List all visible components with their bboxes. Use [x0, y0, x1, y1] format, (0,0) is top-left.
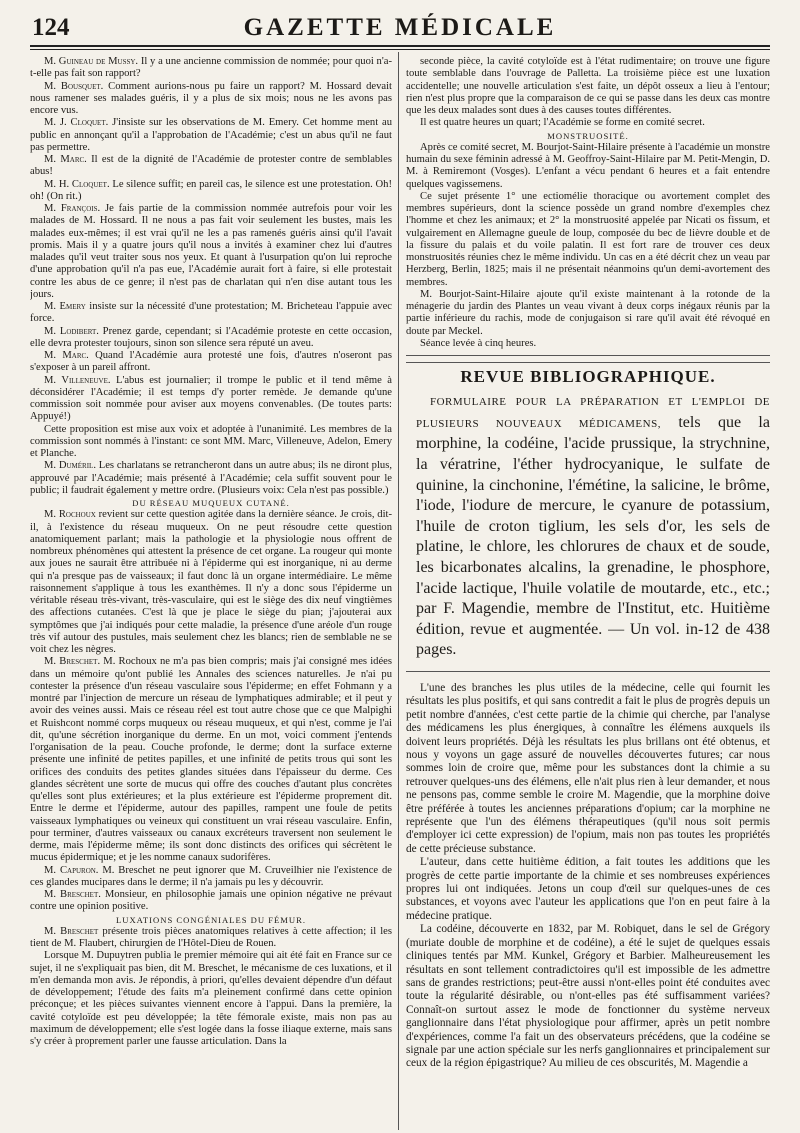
paragraph-text: Prenez garde, cependant; si l'Académie proteste en cette occasion, elle devra protester toujours, sinon son silence sera réputé un aveu.: [30, 325, 392, 349]
speaker-name: M. Breschet: [44, 925, 99, 937]
paragraph: [30, 509, 392, 656]
paragraph: [30, 460, 392, 497]
paragraph: [406, 56, 770, 117]
paragraph-text: Après ce comité secret, M. Bourjot-Saint-Hilaire présente à l'académie un monstre humain du sexe féminin adressé à M. Geoffroy-Saint-Hilaire par M. Petit-Mengin, D. M. à Remiremont (Vosges). L'enfant a vécu pendant 6 heures et a fait entendre quelques vagissemens.: [406, 141, 770, 190]
paragraph-text: Quand l'Académie aura protesté une fois, d'autres n'oseront pas s'exposer à un pareil affront.: [30, 350, 392, 374]
journal-title: GAZETTE MÉDICALE: [243, 14, 557, 41]
speaker-name: M. Rochoux: [44, 509, 96, 521]
paragraph: [30, 889, 392, 914]
section-divider-thin: [406, 362, 770, 363]
paragraph-text: revient sur cette question agitée dans la dernière séance. Je crois, dit-il, à l'existence du réseau muqueux. On ne peut résoudre cette question anatomiquement parlant; mais la pathologie et la physiologie nous offrent de nombreux phénomènes qui attestent la présence de cet organe. La rougeur qui monte aux joues ne saurait être attribuée ni à l'épiderme qui est inorganique, ni au derme qui n'a presque pas de vaisseaux; il faut donc là un organe intermédiaire. Le même raisonnement s'applique à tous les exanthèmes. Il n'y a donc sous l'épiderme un véritable réseau très-vivant, très-vasculaire, qui est le siège des dix neuf vingtièmes des affections cutanées. C'est là que je place le siège du pian; j'ajouterai aux symptômes que j'ai indiqués pour cette maladie, la présence d'une aréole d'un rouge très vif autour des pustules, mais seulement chez les blancs; rien de semblable ne se voit chez les nègres.: [30, 509, 392, 655]
right-column: [406, 56, 770, 1131]
paragraph-text: Les charlatans se retrancheront dans un autre abus; ils ne diront plus, approuvé par l'Académie; mais présenté à l'Académie; cela suffit souvent pour le public; il faudrait également y mettre ordre. (Plusieurs voix: Cela n'est pas possible.): [30, 460, 392, 496]
speaker-name: M. Lodibert.: [44, 325, 99, 337]
paragraph: [30, 350, 392, 375]
book-entry-text: tels que la morphine, la codéine, l'acide prussique, la strychnine, la vératrine, l'éther hydrocyanique, le sulfate de quinine, la cinchonine, l'émétine, la salicine, le brôme, l'iode, l'iodure de mercure, le cyanure de potassium, l'huile de croton tiglium, les sels d'or, les sels de platine, le chlore, les chlorures de chaux et de soude, les bicarbonates alcalins, la grenadine, le phosphore, l'acide lactique, l'huile volatile de moutarde, etc., etc.; par F. Magendie, membre de l'Institut, etc. Huitième édition, revue et augmentée. — Un vol. in-12 de 438 pages.: [416, 413, 770, 659]
speaker-name: M. H. Cloquet.: [44, 178, 110, 190]
book-entry: [406, 391, 770, 661]
speaker-name: M. Emery: [44, 301, 86, 312]
paragraph-text: Cette proposition est mise aux voix et adoptée à l'unanimité. Les membres de la commission sont nommés à l'instant: ce sont MM. Marc, Villeneuve, Adelon, Emery et Planche.: [30, 423, 392, 459]
paragraph-text: Il est quatre heures un quart; l'Académie se forme en comité secret.: [420, 117, 705, 129]
speaker-name: M. François.: [44, 203, 101, 214]
paragraph: [30, 326, 392, 351]
section-title-reseau: DU RÉSEAU MUQUEUX CUTANÉ.: [132, 498, 290, 508]
paragraph-text: Comment aurions-nous pu faire un rapport? M. Hossard devait nous ramener ses malades guéris, il y a plus de six mois; nous ne les avons pas encore vus.: [30, 80, 392, 116]
paragraph-text: présente trois pièces anatomiques relatives à cette affection; il les tient de M. Flaubert, chirurgien de l'Hôtel-Dieu de Rouen.: [30, 925, 392, 949]
paragraph-text: L'abus est journalier; il trompe le public et il tend même à déconsidérer l'Académie; il est temps d'y porter remède. Je demande qu'une commission soit nommée pour aviser aux moyens convenables. (De toutes parts: Appuyé!): [30, 374, 392, 423]
paragraph-text: J'insiste sur les observations de M. Emery. Cet homme ment au public en annonçant qu'il a l'approbation de l'Académie; c'est un abus qu'il ne faut pas permettre.: [30, 117, 392, 153]
paragraph-text: Je fais partie de la commission nommée autrefois pour voir les malades de M. Hossard. Il ne nous a pas fait voir seulement les bustes, mais les malades eux-mêmes; il est vrai qu'il ne les a pas ramenés guéris ainsi qu'il l'avait promis. Mais il y a quatre jours qu'il nous a invités à examiner chez lui d'autres malades qu'il veut traiter sous nos yeux. Et quant à l'usurpation qu'on lui reproche d'une approbation qu'il n'a pas eue, l'Académie aurait fort à faire, si elle protestait contre les abus de ce genre; il n'est pas de charlatan qui n'en dise autant tous les jours.: [30, 203, 392, 300]
paragraph: [30, 375, 392, 424]
page-number: 124: [32, 14, 70, 41]
review-paragraph: L'auteur, dans cette huitième édition, a fait toutes les additions que les progrès de cette partie importante de la chimie et ses nombreuses expériences propres lui ont indiquées. Jetons un coup d'œil sur quelques-unes de ces substances, et voyons avec l'auteur les applications que l'on en peut faire à la médecine pratique.: [406, 856, 770, 922]
paragraph-text: Ce sujet présente 1° une ectiomélie thoracique ou avortement complet des membres supérieurs, dont la science possède un grand nombre d'exemples chez l'homme et chez les animaux; et 2° la monstruosité appelée par Nicati os fissum, et vulgairement en Allemagne gueule de loup, composée du bec de lièvre double et de la fissure du palais et du voile palatin. Il est fort rare de trouver ces deux monstruosités réunies chez le même individu. Un cas en a été décrit chez un veau par Herzberg, Berlin, 1825; mais il ne présentait néanmoins qu'un demi-avortement des membres.: [406, 190, 770, 288]
paragraph-text: M. Breschet ne peut ignorer que M. Cruveilhier nie l'existence de ces glandes mucipares dans le derme; il n'a jamais pu les y découvrir.: [30, 864, 392, 888]
paragraph-text: Monsieur, en philosophie jamais une opinion négative ne prévaut contre une opinion positive.: [30, 889, 392, 913]
reseau-section: [30, 509, 392, 913]
paragraph: [406, 289, 770, 338]
paragraph-text: seconde pièce, la cavité cotyloïde est à l'état rudimentaire; on trouve une figure toute semblable dans l'ouvrage de Palletta. La troisième pièce est une luxation accidentelle; une nouvelle articulation s'est faite, un dépôt osseux a lieu à l'entour; rien n'est plus propre que la comparaison de ce qui se passe dans les deux cas montre que les deux malades sont dues à des causes toutes différentes.: [406, 56, 770, 116]
paragraph: [406, 117, 770, 129]
paragraph-text: Il est de la dignité de l'Académie de protester contre de semblables abus!: [30, 154, 392, 178]
paragraph: [30, 424, 392, 461]
paragraph: [406, 142, 770, 191]
paragraph: [30, 656, 392, 864]
paragraph: [406, 338, 770, 350]
header-rule-thin: [30, 49, 770, 50]
luxations-continued: [406, 56, 770, 130]
book-entry-caps: FORMULAIRE POUR LA PRÉPARATION ET L'EMPLOI DE PLUSIEURS NOUVEAUX MÉDICAMENS,: [416, 396, 770, 430]
paragraph: [30, 950, 392, 1048]
speaker-name: M. Breschet.: [44, 889, 101, 900]
paragraph: [30, 56, 392, 81]
monstruosite-section: [406, 142, 770, 350]
paragraph-text: Séance levée à cinq heures.: [420, 337, 537, 349]
speaker-name: M. Marc.: [44, 350, 89, 361]
speaker-name: M. Marc.: [44, 154, 87, 165]
paragraph: [30, 179, 392, 204]
speaker-name: M. Breschet.: [44, 656, 101, 668]
speaker-name: M. Villeneuve.: [44, 374, 111, 386]
speaker-name: M. Duméril.: [44, 460, 96, 472]
revue-body: [406, 682, 770, 1071]
paragraph: [30, 865, 392, 890]
revue-divider: [406, 671, 770, 672]
paragraph-text: insiste sur la nécessité d'une protestation; M. Bricheteau l'appuie avec force.: [30, 301, 392, 325]
header-rule: [30, 45, 770, 47]
review-paragraph: L'une des branches les plus utiles de la médecine, celle qui fournit les résultats les plus positifs, et qui sans contredit a fait le plus de progrès depuis un petit nombre d'années, c'est cette partie de la chimie qui cherche, par l'analyse des médicamens les plus énergiques, à connaître les élémens auxquels ils doivent leurs propriétés. Déjà les résultats les plus brillans ont été obtenus, et nous y voyons un gage assuré de nouvelles découvertes futures; car nous sommes loin de croire que, même pour les substances dont la chimie a su retrouver quelques-uns des élémens, elle n'ait plus rien à leur demander, et nous ne pensons pas, comme semble le croire M. Magendie, que la morphine doive être préférée à toutes les anciennes préparations d'opium; car la morphine ne représente que l'un des élémens thérapeutiques (qu'il nous soit permis d'employer ici cette expression) de l'opium, mais non pas toutes les propriétés de cette précieuse substance.: [406, 681, 770, 855]
paragraph: [406, 191, 770, 289]
paragraph: [30, 117, 392, 154]
review-paragraph: La codéine, découverte en 1832, par M. Robiquet, dans le sel de Grégory (muriate double de morphine et de codéine), a été le sujet de quelques essais cliniques tentés par MM. Kunkel, Grégory et Barbier. Malheureusement les résultats en sont tellement contradictoires qu'il est impossible de les admettre sans de grandes restrictions; peut-être aussi n'ont-elles point été conduites avec toute la régularité désirable, ou n'ont-elles pas été suffisamment variées? Connaît-on surtout assez le mode de fonctionner du système nerveux ganglionnaire dans l'état physiologique pour affirmer, après un petit nombre d'expériences, comme l'a fait un des observateurs précédens, que la codéine se signale par une action spéciale sur les nerfs ganglionnaires et principalement sur ceux de la région épigastrique? Au milieu de ces obscurités, M. Magendie a: [406, 923, 770, 1070]
paragraph: [30, 926, 392, 951]
page-header: [0, 0, 800, 46]
luxations-section: [30, 926, 392, 1049]
section-title-luxations: LUXATIONS CONGÉNIALES DU FÉMUR.: [116, 914, 306, 925]
paragraph: [30, 301, 392, 326]
section-divider: [406, 355, 770, 356]
section-title-monstruosite: MONSTRUOSITÉ.: [547, 130, 629, 141]
paragraph: [30, 81, 392, 118]
speaker-name: M. J. Cloquet.: [44, 117, 109, 129]
paragraph: [30, 203, 392, 301]
paragraph-text: Le silence suffit; en pareil cas, le silence est une protestation. Oh! oh! (On rit.): [30, 178, 392, 202]
paragraph-text: M. Bourjot-Saint-Hilaire ajoute qu'il existe maintenant à la rotonde de la ménagerie du jardin des Plantes un veau vivant à deux corps inégaux réunis par la partie inférieure du rachis, mode de conjugaison si rare qu'il avait été révoqué en doute par Meckel.: [406, 288, 770, 337]
paragraph-text: Lorsque M. Dupuytren publia le premier mémoire qui ait été fait en France sur ce sujet, il ne s'expliquait pas bien, dit M. Breschet, le mécanisme de ces luxations, et il m'en demanda mon avis. Je répondis, à priori, qu'elles devaient dépendre d'un défaut de développement; l'étude des faits m'a pleinement confirmé dans cette opinion préconçue; et les pièces suivantes viennent encore à l'appui. Dans la première, la cavité cotyloïde est peu développée; la tête fémorale existe, mais non pas au maximum de développement; elle s'est logée dans la fosse iliaque externe, mais sans s'y créer à proprement parler une fausse articulation. Dans la: [30, 950, 392, 1047]
paragraph-text: M. Rochoux ne m'a pas bien compris; mais j'ai consigné mes idées dans un mémoire qu'ont publié les Annales des sciences naturelles. Je n'ai pu contester la présence d'un réseau vasculaire sous l'épiderme; en effet Fohmann y a montré par l'injection de mercure un réseau de lymphatiques admirable; et il peut y avoir des veines aussi. Mais ce réseau réel est tout autre chose que ce que Malpighi et Ruishcont nommé corps muqueux ou réseau muqueux, et qui n'est, comme je l'ai dit, qu'une sécrétion inorganique du derme. En un mot, voici comment j'entends l'organisation de la peau. Couche profonde, le derme; dont la surface externe présente une infinité de petites papilles, et une infinité de petits trous qui sont les orifices des conduits des petites glandes situées dans l'épaisseur du derme. Ces glandes sécrètent une sorte de mucus qui offre des couches d'autant plus concrètes qu'elles sont plus extérieures; et la plus extérieure est l'épiderme proprement dit. Entre le derme et l'épiderme, autour des papilles, rampent une foule de petits vaisseaux lymphatiques ou veineux qui constituent un vrai réseau vasculaire. Enfin, pour terminer, d'autres vaisseaux ou canaux excréteurs traversent non seulement le derme, mais l'épiderme même; ils sont donc distincts des orifices qui sécrètent le mucus épidermique; et je les nomme canaux sudorifères.: [30, 656, 392, 864]
revue-title: REVUE BIBLIOGRAPHIQUE.: [460, 367, 716, 386]
debate-section: [30, 56, 392, 497]
speaker-name: M. Bousquet.: [44, 80, 104, 92]
speaker-name: M. Guineau de Mussy.: [44, 56, 139, 67]
paragraph-text: Il y a une ancienne commission de nommée; pour quoi n'a-t-elle pas fait son rapport?: [30, 56, 392, 80]
speaker-name: M. Capuron.: [44, 864, 99, 876]
paragraph: [30, 154, 392, 179]
column-divider: [398, 52, 399, 1130]
left-column: [30, 56, 392, 1131]
